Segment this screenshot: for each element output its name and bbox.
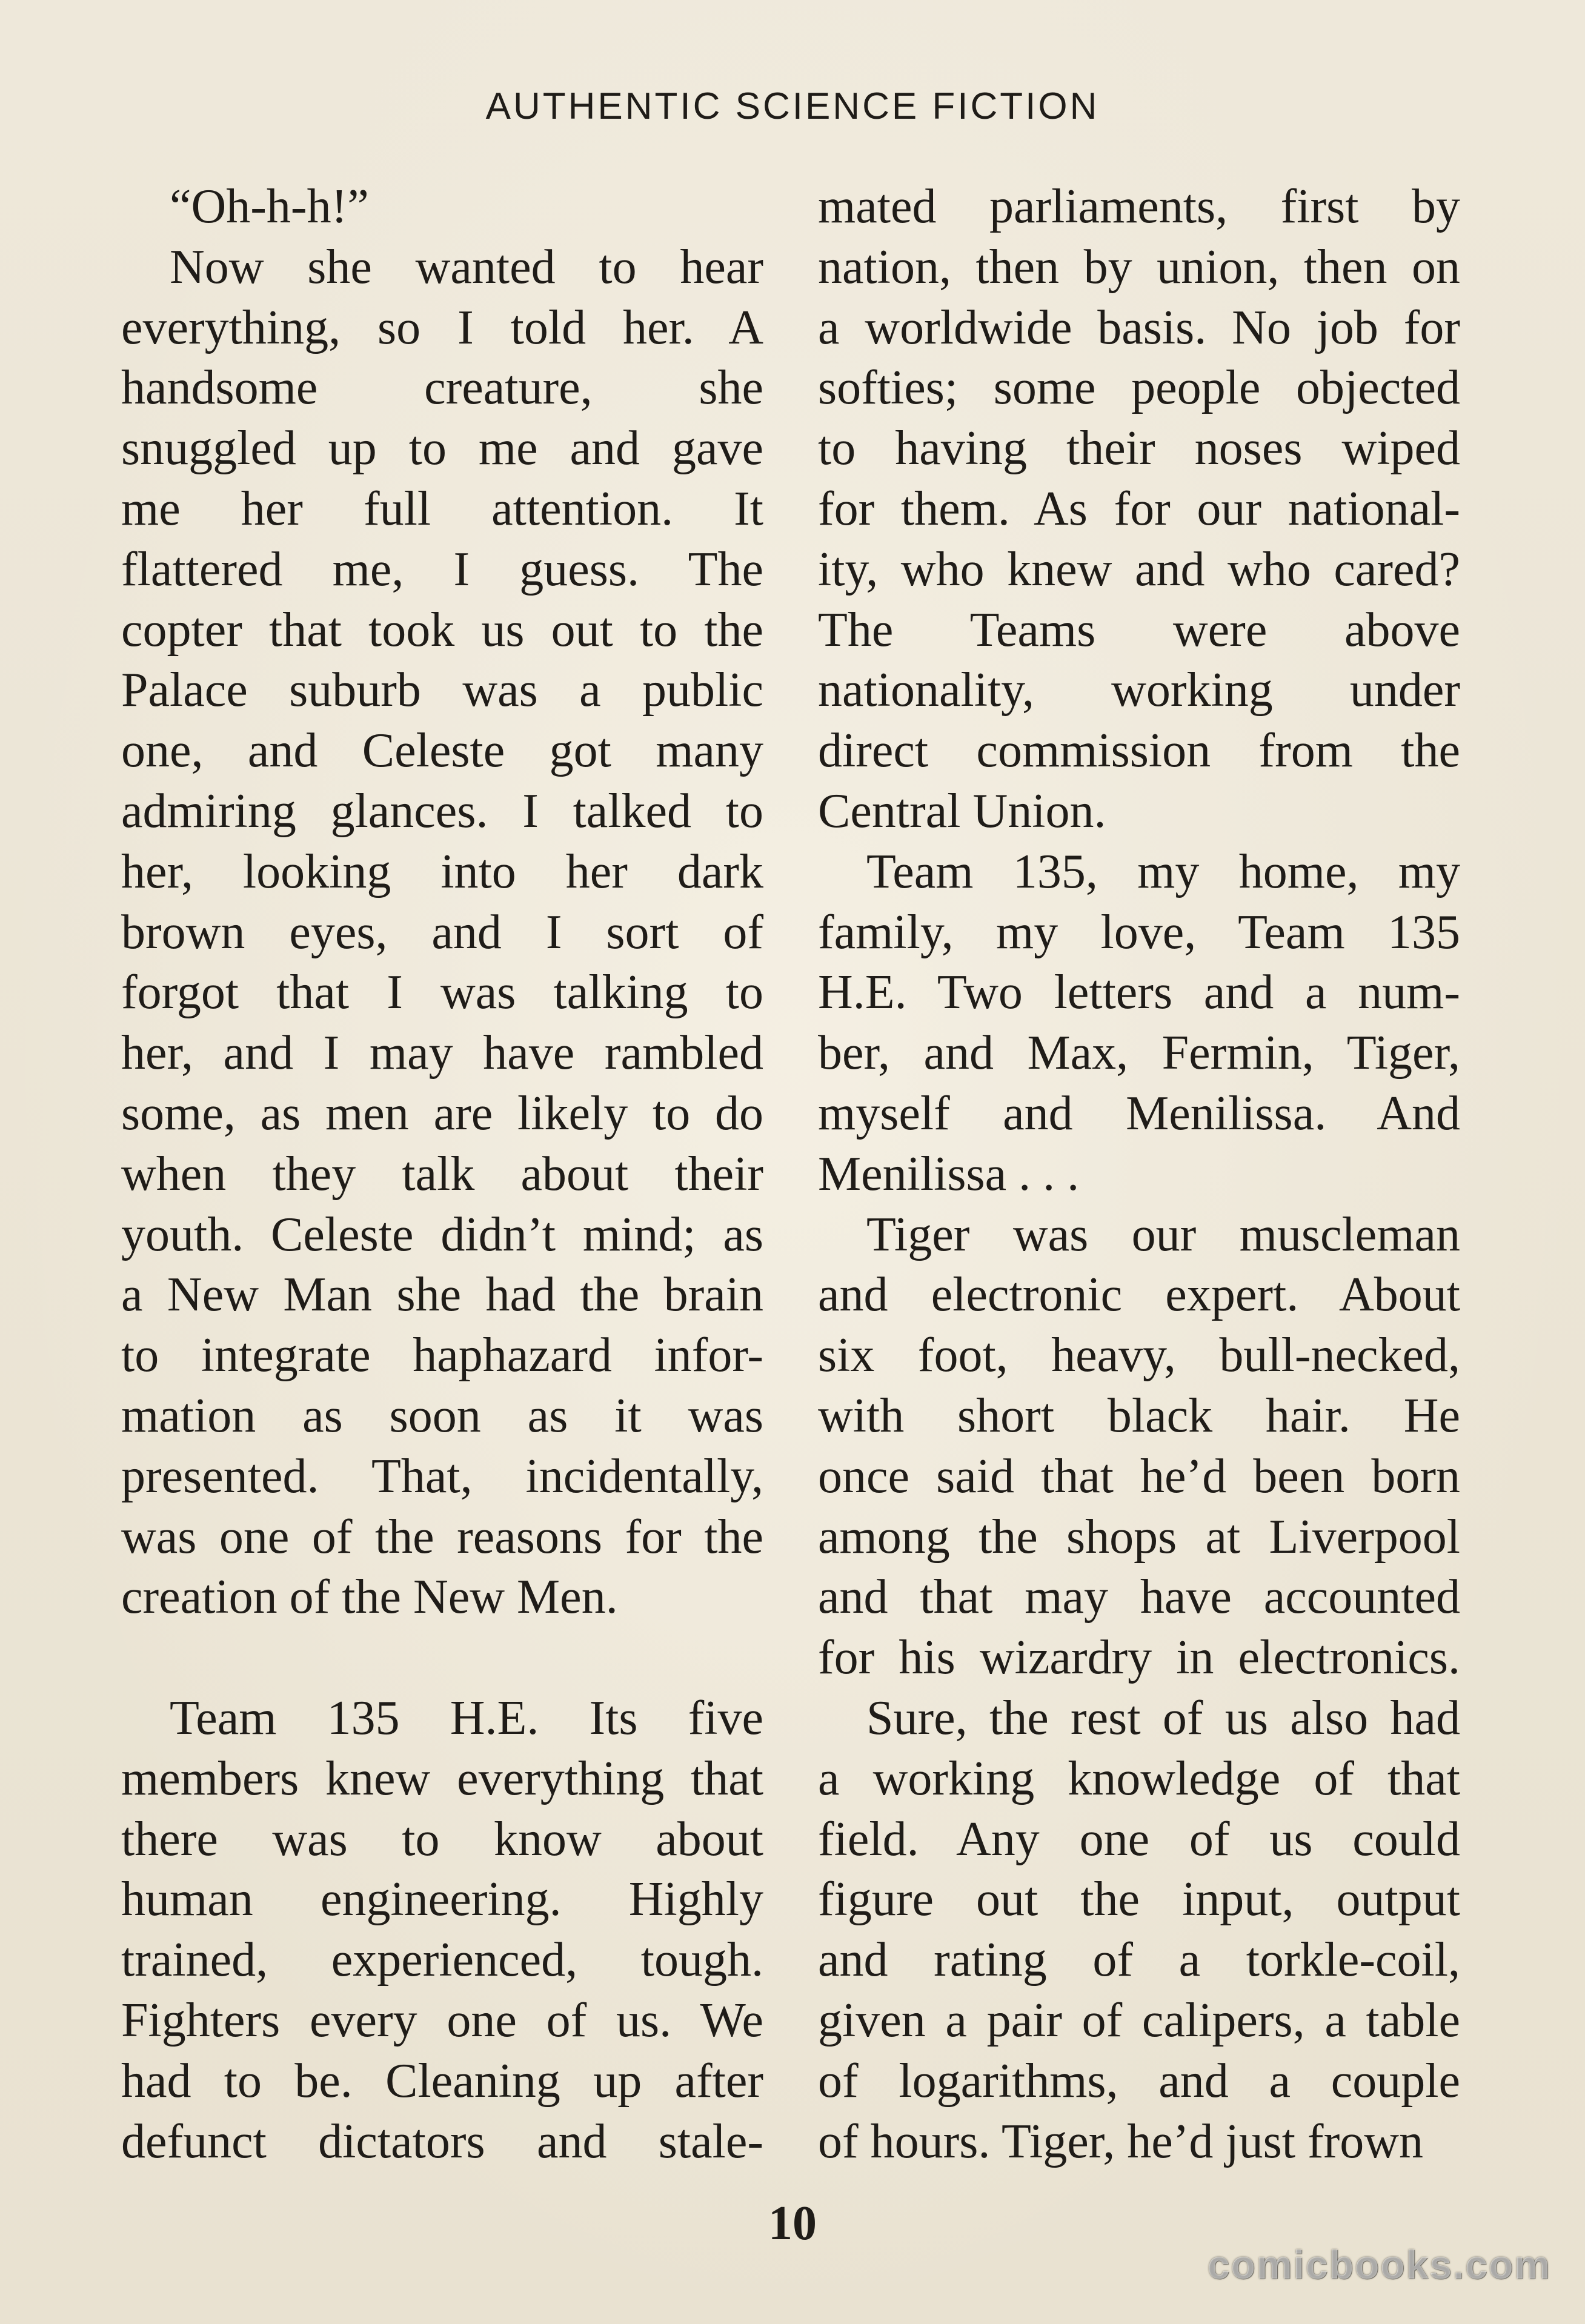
text-line: for them. As for our national- — [818, 482, 1460, 536]
text-line: Fighters every one of us. We — [121, 1993, 763, 2047]
text-line: brown eyes, and I sort of — [121, 905, 763, 959]
text-line: a New Man she had the brain — [121, 1268, 763, 1322]
text-line: among the shops at Liverpool — [818, 1510, 1460, 1564]
text-line: me her full attention. It — [121, 482, 763, 536]
text-line: Central Union. — [818, 784, 1106, 838]
text-line: a worldwide basis. No job for — [818, 300, 1460, 354]
text-line: had to be. Cleaning up after — [121, 2054, 763, 2108]
text-line: Sure, the rest of us also had — [866, 1691, 1460, 1745]
text-line: six foot, heavy, bull-necked, — [818, 1329, 1460, 1383]
text-line: with short black hair. He — [818, 1389, 1460, 1443]
page-number: 10 — [768, 2197, 817, 2250]
text-line: flattered me, I guess. The — [121, 542, 763, 596]
text-line: mation as soon as it was — [121, 1389, 763, 1443]
text-line: there was to know about — [121, 1812, 763, 1866]
text-line: direct commission from the — [818, 724, 1460, 778]
text-line: Team 135 H.E. Its five — [170, 1691, 763, 1745]
text-line: “Oh-h-h!” — [170, 180, 369, 233]
text-line: nationality, working under — [818, 663, 1460, 717]
text-line: admiring glances. I talked to — [121, 784, 763, 838]
text-line: creation of the New Men. — [121, 1570, 618, 1624]
text-line: mated parliaments, first by — [818, 180, 1460, 233]
text-line: when they talk about their — [121, 1147, 763, 1201]
text-line: was one of the reasons for the — [121, 1510, 763, 1564]
text-line: given a pair of calipers, a table — [818, 1993, 1460, 2047]
text-line: and electronic expert. About — [818, 1268, 1460, 1322]
text-line: one, and Celeste got many — [121, 724, 763, 778]
text-line: Menilissa . . . — [818, 1147, 1080, 1201]
text-line: of logarithms, and a couple — [818, 2054, 1460, 2108]
blank-line — [121, 1628, 763, 1688]
text-line: and rating of a torkle-coil, — [818, 1933, 1460, 1987]
text-line: members knew everything that — [121, 1751, 763, 1805]
text-line: human engineering. Highly — [121, 1873, 763, 1927]
text-line: family, my love, Team 135 — [818, 905, 1460, 959]
site-watermark: comicbooks.com — [1207, 2242, 1551, 2287]
text-line: ber, and Max, Fermin, Tiger, — [818, 1026, 1460, 1080]
text-line: forgot that I was talking to — [121, 966, 763, 1020]
text-line: to having their noses wiped — [818, 422, 1460, 476]
text-line: Team 135, my home, my — [866, 845, 1460, 898]
text-line: for his wizardry in electronics. — [818, 1631, 1460, 1685]
running-head: AUTHENTIC SCIENCE FICTION — [485, 85, 1100, 127]
text-line: nation, then by union, then on — [818, 240, 1460, 294]
text-line: trained, experienced, tough. — [121, 1933, 763, 1987]
text-line: youth. Celeste didn’t mind; as — [121, 1207, 763, 1261]
text-line: and that may have accounted — [818, 1570, 1460, 1624]
text-line: a working knowledge of that — [818, 1751, 1460, 1805]
text-line: handsome creature, she — [121, 361, 763, 415]
text-line: copter that took us out to the — [121, 603, 763, 657]
text-line: snuggled up to me and gave — [121, 422, 763, 476]
text-line: The Teams were above — [818, 603, 1460, 657]
text-line: figure out the input, output — [818, 1873, 1460, 1927]
text-line: her, looking into her dark — [121, 845, 763, 898]
text-line: softies; some people objected — [818, 361, 1460, 415]
text-line: presented. That, incidentally, — [121, 1449, 763, 1503]
text-line: some, as men are likely to do — [121, 1086, 763, 1140]
text-line: myself and Menilissa. And — [818, 1086, 1460, 1140]
text-line: H.E. Two letters and a num- — [818, 966, 1460, 1020]
text-line: her, and I may have rambled — [121, 1026, 763, 1080]
text-line: Palace suburb was a public — [121, 663, 763, 717]
text-line: defunct dictators and stale- — [121, 2114, 763, 2168]
text-line: of hours. Tiger, he’d just frown — [818, 2114, 1423, 2168]
text-line: Tiger was our muscleman — [866, 1207, 1460, 1261]
text-line: everything, so I told her. A — [121, 300, 763, 354]
text-line: to integrate haphazard infor- — [121, 1329, 763, 1383]
text-line: Now she wanted to hear — [170, 240, 763, 294]
text-line: ity, who knew and who cared? — [818, 542, 1460, 596]
left-text-column — [121, 177, 763, 2172]
text-line: field. Any one of us could — [818, 1812, 1460, 1866]
text-line: once said that he’d been born — [818, 1449, 1460, 1503]
right-text-column — [818, 177, 1460, 2172]
